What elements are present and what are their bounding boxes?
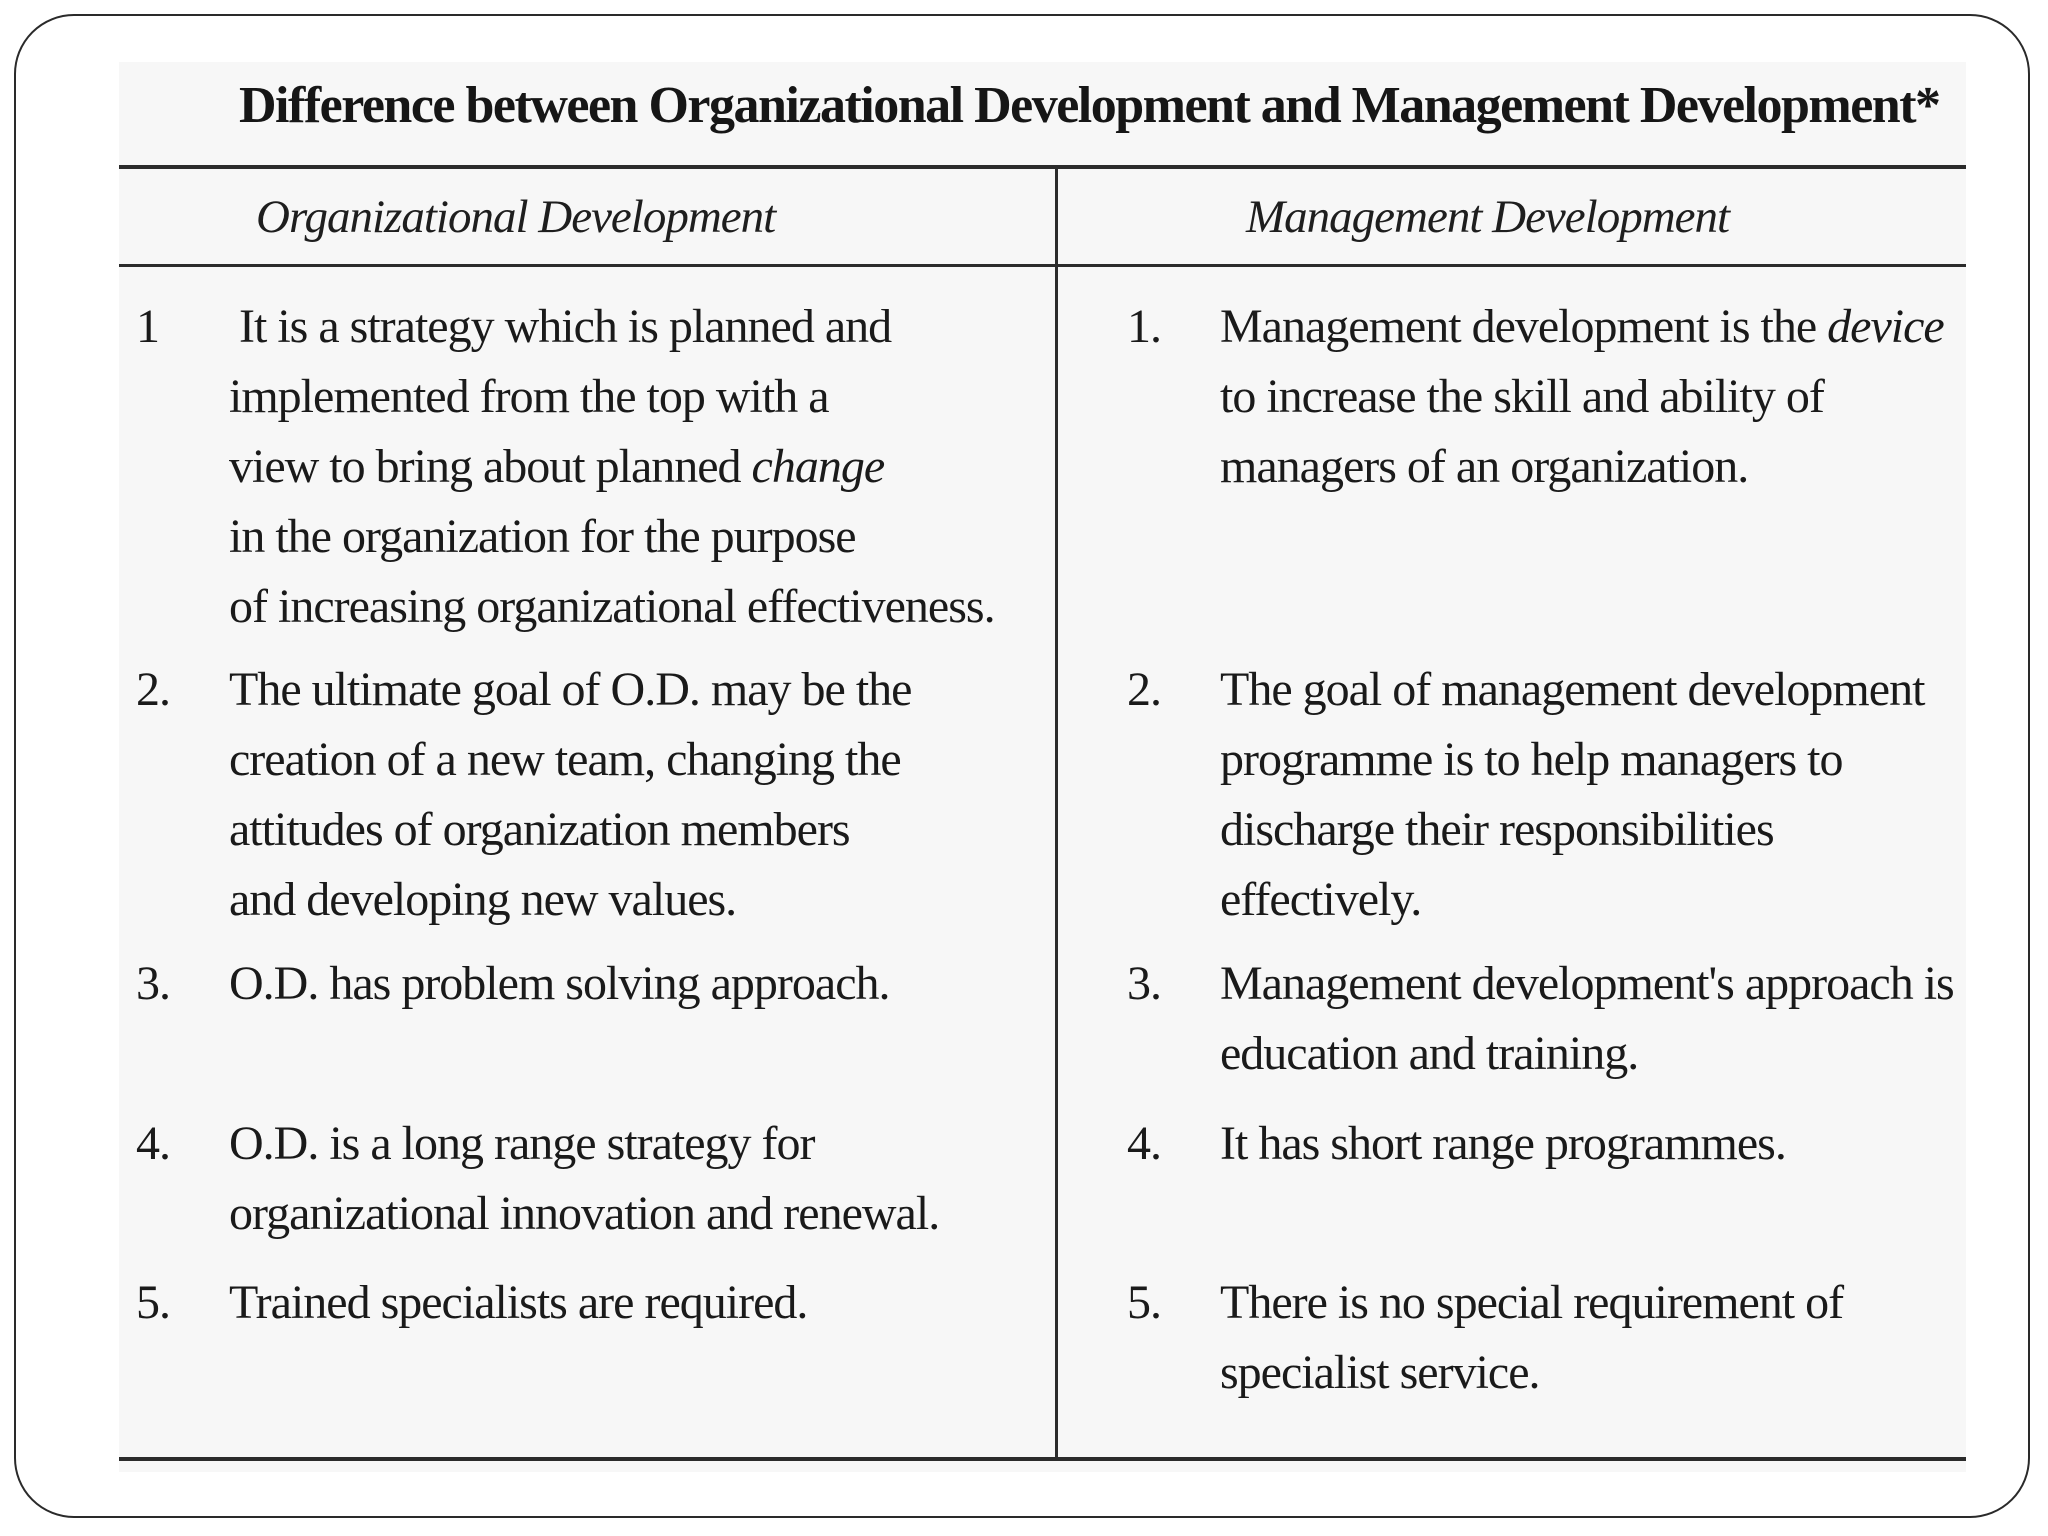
item-number: 2. [1127, 663, 1161, 716]
item-line: programme is to help managers to [1220, 733, 1843, 786]
item-line: in the organization for the purpose [229, 510, 856, 563]
item-text [229, 292, 995, 642]
emphasis-word: change [751, 440, 885, 493]
item-line: The goal of management development [1220, 663, 1925, 716]
item-number: 5. [1127, 1276, 1161, 1329]
item-line: implemented from the top with a [229, 370, 829, 423]
comparison-document [119, 62, 1966, 1472]
emphasis-word: device [1827, 300, 1944, 353]
item-line: to increase the skill and ability of [1220, 370, 1824, 423]
item-line: specialist service. [1220, 1346, 1540, 1399]
item-line: O.D. has problem solving approach. [229, 957, 890, 1010]
item-line-with-emphasis: view to bring about planned change [229, 440, 885, 493]
table-bottom-rule [119, 1457, 1966, 1461]
item-number: 5. [136, 1276, 170, 1329]
item-number: 3. [136, 957, 170, 1010]
item-line-with-emphasis: Management development is the device [1220, 300, 1944, 353]
item-line: The ultimate goal of O.D. may be the [229, 663, 912, 716]
column-header-management-development: Management Development [1246, 191, 1730, 243]
item-number: 4. [136, 1117, 170, 1170]
item-text [1220, 1268, 1843, 1408]
item-line: education and training. [1220, 1027, 1639, 1080]
item-line: attitudes of organization members [229, 803, 850, 856]
item-number: 4. [1127, 1117, 1161, 1170]
table-top-rule [119, 165, 1966, 169]
item-text [1220, 1109, 1786, 1179]
item-line: effectively. [1220, 873, 1422, 926]
item-number: 3. [1127, 957, 1161, 1010]
item-line: Management development's approach is [1220, 957, 1954, 1010]
item-number: 2. [136, 663, 170, 716]
item-line: and developing new values. [229, 873, 737, 926]
item-line: creation of a new team, changing the [229, 733, 901, 786]
item-number: 1 [136, 300, 159, 353]
item-line: It is a strategy which is planned and [239, 300, 892, 353]
item-line: It has short range programmes. [1220, 1117, 1786, 1170]
item-line: discharge their responsibilities [1220, 803, 1774, 856]
item-line: Trained specialists are required. [229, 1276, 808, 1329]
item-line: organizational innovation and renewal. [229, 1187, 940, 1240]
item-number: 1. [1127, 300, 1161, 353]
table-header-rule [119, 264, 1966, 267]
item-text [229, 1268, 807, 1338]
item-line: of increasing organizational effectiveness. [229, 580, 995, 633]
item-text [229, 655, 911, 935]
item-text [229, 949, 890, 1019]
document-title: Difference between Organizational Development and Management Development* [239, 77, 1940, 134]
column-header-organizational-development: Organizational Development [256, 191, 776, 243]
item-line: O.D. is a long range strategy for [229, 1117, 815, 1170]
item-line: managers of an organization. [1220, 440, 1749, 493]
slide-frame [14, 14, 2030, 1518]
item-text [229, 1109, 939, 1249]
item-text [1220, 655, 1924, 935]
column-divider [1055, 167, 1058, 1459]
item-text [1220, 949, 1954, 1089]
item-line: There is no special requirement of [1220, 1276, 1844, 1329]
item-text [1220, 292, 1944, 502]
